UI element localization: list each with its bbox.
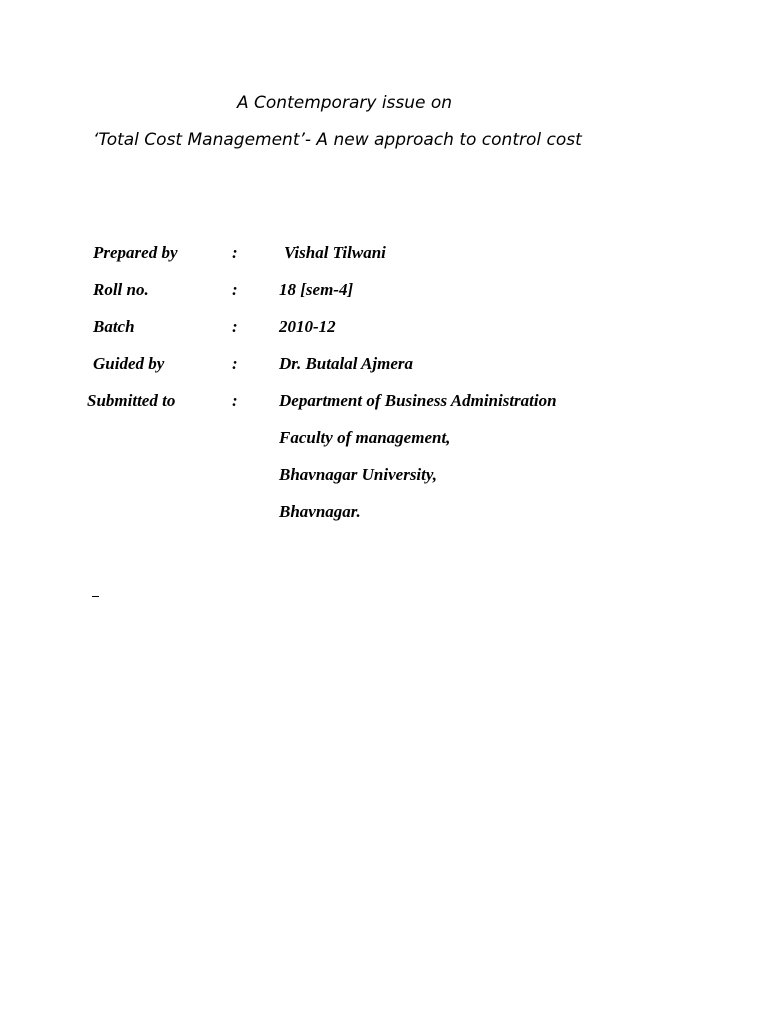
title-line-2: ‘Total Cost Management’- A new approach to control cost: [93, 130, 582, 150]
prepared-by-value: Vishal Tilwani: [284, 243, 386, 262]
submitted-to-line-1: Department of Business Administration: [279, 391, 557, 410]
submitted-to-line-3: Bhavnagar University,: [279, 465, 438, 484]
batch-label: Batch: [93, 317, 135, 336]
guided-by-label: Guided by: [93, 354, 165, 373]
batch-colon: :: [232, 317, 238, 336]
submitted-to-label: Submitted to: [87, 391, 176, 410]
submitted-to-line-2: Faculty of management,: [279, 428, 451, 447]
underscore-mark: [92, 596, 99, 597]
batch-value: 2010-12: [279, 317, 336, 336]
prepared-by-label: Prepared by: [93, 243, 178, 262]
submitted-to-colon: :: [232, 391, 238, 410]
guided-by-colon: :: [232, 354, 238, 373]
roll-no-value: 18 [sem-4]: [279, 280, 354, 299]
guided-by-value: Dr. Butalal Ajmera: [279, 354, 413, 373]
title-line-1: A Contemporary issue on: [237, 93, 453, 113]
prepared-by-colon: :: [232, 243, 238, 262]
roll-no-colon: :: [232, 280, 238, 299]
roll-no-label: Roll no.: [93, 280, 149, 299]
submitted-to-line-4: Bhavnagar.: [279, 502, 361, 521]
